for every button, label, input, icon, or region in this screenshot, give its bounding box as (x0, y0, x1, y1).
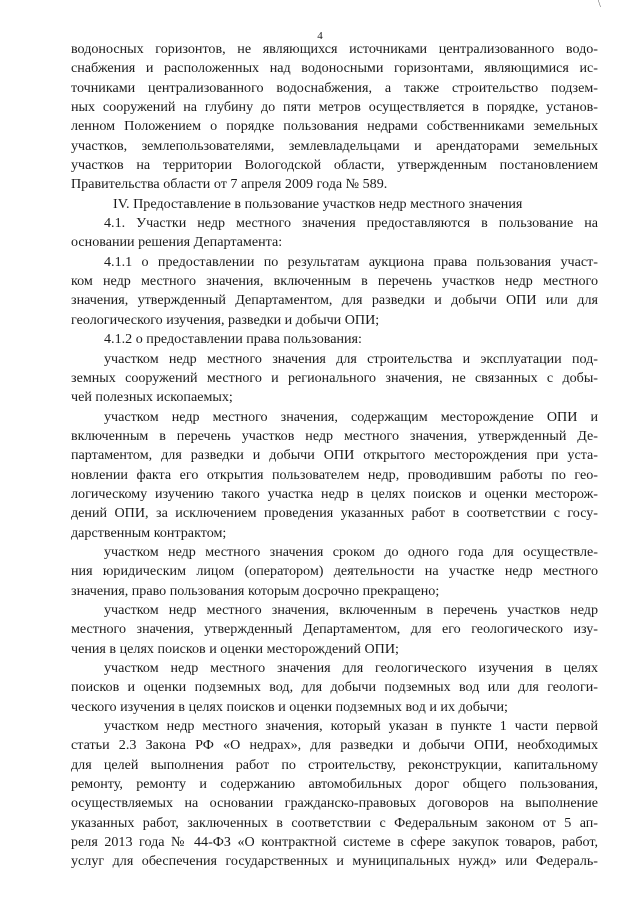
text-line: 4.1. Участки недр местного значения предоставляются в пользование на (104, 215, 598, 232)
text-line: реля 2013 года № 44-ФЗ «О контрактной системе в сфере закупок товаров, работ, (71, 834, 598, 851)
text-line: ленном Положением о порядке пользования недрами собственниками земельных (71, 118, 598, 135)
text-line: дарственным контрактом; (71, 524, 227, 541)
text-line: местного значения, утвержденный Департаментом, для его геологического изу- (71, 621, 598, 638)
text-line: статьи 2.3 Закона РФ «О недрах», для разведки и добычи ОПИ, необходимых (71, 737, 598, 754)
text-line: ком недр местного значения, включенным в перечень участков недр местного (71, 273, 598, 290)
text-line: логическому изучению такого участка недр в целях поисков и оценки месторож- (71, 485, 598, 502)
text-line: водоносных горизонтов, не являющихся источниками централизованного водо- (71, 41, 598, 57)
text-line: снабжения и расположенных над водоносными горизонтами, являющимися ис- (71, 60, 598, 77)
text-line: Правительства области от 7 апреля 2009 года № 589. (71, 176, 388, 193)
text-line: участком недр местного значения, который указан в пункте 1 части первой (104, 718, 598, 735)
document-body (71, 40, 598, 872)
text-line: ния юридическим лицом (оператором) деятельности на участке недр местного (71, 563, 598, 580)
text-line: земных сооружений местного и регионального значения, не связанных с добы- (71, 369, 598, 386)
text-line: участком недр местного значения для строительства и эксплуатации под- (104, 350, 598, 367)
text-line: осуществляемых на основании гражданско-правовых договоров на выполнение (71, 795, 598, 812)
text-line: услуг для обеспечения государственных и муниципальных нужд» или Федераль- (71, 853, 598, 870)
text-line: для целей выполнения работ по строительству, реконструкции, капитальному (71, 756, 598, 773)
text-line: участком недр местного значения для геологического изучения в целях (104, 660, 598, 676)
text-line: ческого изучения в целях поисков и оценки подземных вод и их добычи; (71, 698, 508, 715)
corner-mark: \ (598, 0, 601, 10)
text-line: геологического изучения, разведки и добычи ОПИ; (71, 311, 380, 328)
text-line: новлении факта его открытия пользователем недр, проводившим работы по гео- (71, 466, 598, 483)
page-number: 4 (317, 30, 323, 42)
text-line: дений ОПИ, за исключением проведения указанных работ в соответствии с госу- (71, 505, 598, 522)
text-line: значения, утвержденный Департаментом, для разведки и добычи ОПИ или для (71, 292, 598, 309)
text-line: 4.1.1 о предоставлении по результатам аукциона права пользования участ- (104, 253, 598, 270)
text-line: указанных работ, заключенных в соответствии с Федеральным законом от 5 ап- (71, 814, 598, 831)
text-line: ремонту, ремонту и содержанию автомобильных дорог общего пользования, (71, 776, 598, 793)
text-line: ных сооружений на глубину до пяти метров осуществляется в порядке, установ- (71, 99, 598, 116)
text-line: участков, землепользователями, землевладельцами и арендаторами земельных (71, 137, 598, 154)
text-line: 4.1.2 о предоставлении права пользования: (104, 331, 362, 348)
text-line: партаментом, для разведки и добычи ОПИ открытого месторождения при уста- (71, 447, 598, 464)
text-line: чей полезных ископаемых; (71, 389, 233, 406)
text-line: участком недр местного значения, включенным в перечень участков недр (104, 601, 598, 618)
text-line: участком недр местного значения, содержащим месторождение ОПИ и (104, 408, 598, 425)
section-heading: IV. Предоставление в пользование участков недр местного значения (113, 195, 523, 212)
text-line: основании решения Департамента: (71, 234, 283, 251)
text-line: участков на территории Вологодской области, утвержденным постановлением (71, 157, 598, 174)
text-line: точниками централизованного водоснабжения, а также строительство подзем- (71, 79, 598, 96)
text-line: участком недр местного значения сроком до одного года для осуществле- (104, 543, 598, 560)
text-line: чения в целях поисков и оценки месторождений ОПИ; (71, 640, 399, 657)
text-line: значения, право пользования которым досрочно прекращено; (71, 582, 440, 599)
text-line: включенным в перечень участков недр местного значения, утвержденный Де- (71, 427, 598, 444)
text-line: поисков и оценки подземных вод, для добычи подземных вод или для геологи- (71, 679, 598, 696)
